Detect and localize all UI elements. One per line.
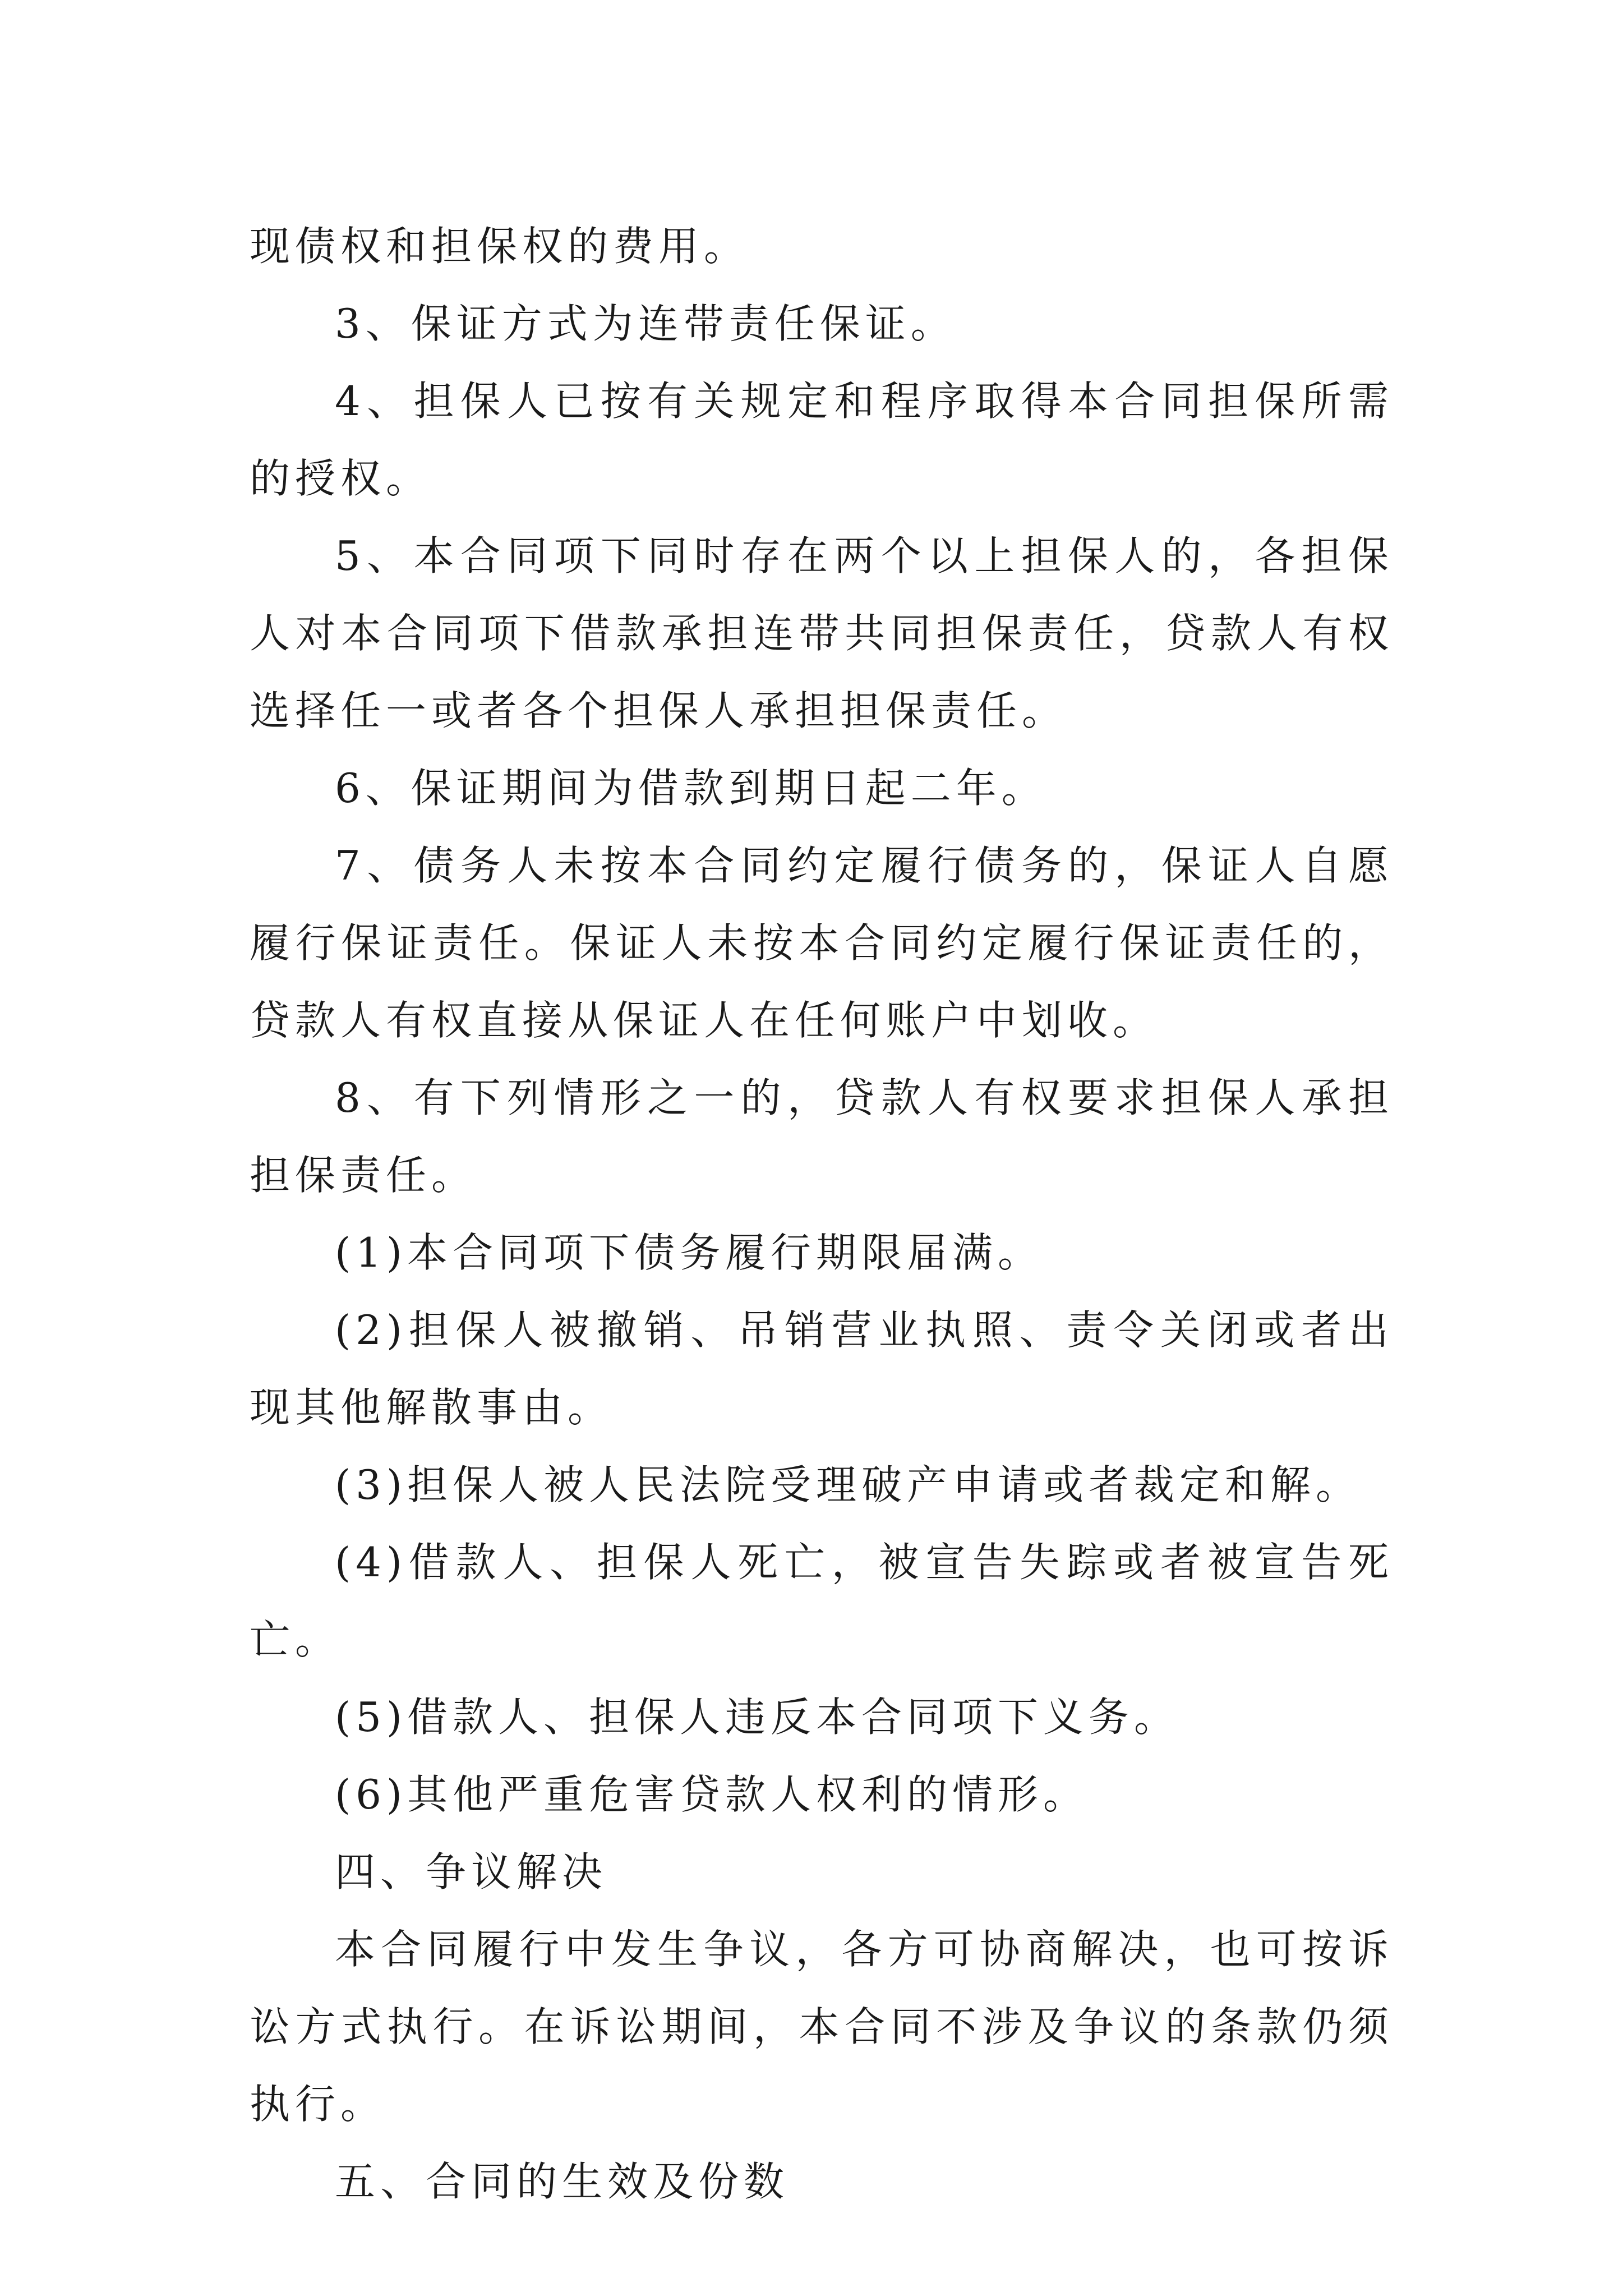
paragraph-clause-4: 4、担保人已按有关规定和程序取得本合同担保所需的授权。 <box>250 378 1394 502</box>
paragraph-clause-8: 8、有下列情形之一的，贷款人有权要求担保人承担担保责任。 <box>250 1074 1394 1199</box>
document-body <box>250 208 1394 2220</box>
paragraph-clause-5: 5、本合同项下同时存在两个以上担保人的，各担保人对本合同项下借款承担连带共同担保责任，贷款人有权选择任一或者各个担保人承担担保责任。 <box>250 532 1394 734</box>
section-heading-dispute: 四、争议解决 <box>335 1848 608 1895</box>
paragraph-item-4: (4)借款人、担保人死亡，被宣告失踪或者被宣告死亡。 <box>250 1539 1394 1663</box>
paragraph-clause-7: 7、债务人未按本合同约定履行债务的，保证人自愿履行保证责任。保证人未按本合同约定履行保证责任的，贷款人有权直接从保证人在任何账户中划收。 <box>250 842 1394 1044</box>
paragraph-dispute-resolution: 本合同履行中发生争议，各方可协商解决，也可按诉讼方式执行。在诉讼期间，本合同不涉及争议的条款仍须执行。 <box>250 1926 1394 2128</box>
section-heading-effectiveness: 五、合同的生效及份数 <box>335 2158 790 2205</box>
paragraph-item-6: (6)其他严重危害贷款人权利的情形。 <box>335 1771 1089 1818</box>
paragraph-item-2: (2)担保人被撤销、吊销营业执照、责令关闭或者出现其他解散事由。 <box>250 1306 1394 1431</box>
paragraph-item-3: (3)担保人被人民法院受理破产申请或者裁定和解。 <box>335 1461 1361 1508</box>
paragraph-item-5: (5)借款人、担保人违反本合同项下义务。 <box>335 1694 1179 1741</box>
paragraph-clause-3: 3、保证方式为连带责任保证。 <box>335 300 956 347</box>
paragraph-clause-6: 6、保证期间为借款到期日起二年。 <box>335 765 1047 812</box>
paragraph-continuation: 现债权和担保权的费用。 <box>250 223 750 270</box>
paragraph-item-1: (1)本合同项下债务履行期限届满。 <box>335 1229 1043 1276</box>
